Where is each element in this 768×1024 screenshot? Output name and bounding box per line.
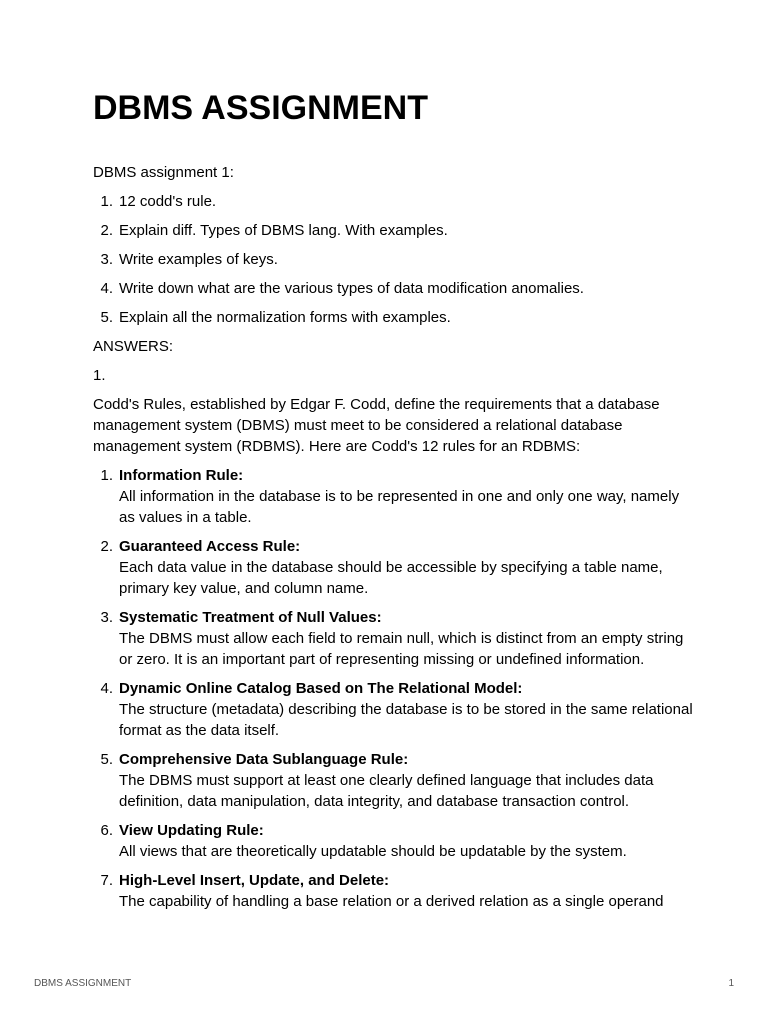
rule-number: 4. — [100, 680, 113, 697]
rule-title: Comprehensive Data Sublanguage Rule: — [119, 751, 409, 768]
answers-heading: ANSWERS: — [93, 338, 174, 355]
document-page — [93, 84, 693, 920]
footer-page-number: 1 — [728, 978, 734, 989]
list-number: 2. — [100, 222, 113, 239]
rule-description: All information in the database is to be represented in one and only one way, namely as values in a table. — [119, 488, 680, 526]
list-item — [93, 278, 693, 299]
list-item — [93, 249, 693, 270]
rules-list — [93, 465, 693, 912]
rule-title: Guaranteed Access Rule: — [119, 538, 301, 555]
list-item — [93, 191, 693, 212]
list-number: 5. — [100, 309, 113, 326]
list-text: Write examples of keys. — [119, 251, 278, 268]
document-title: DBMS ASSIGNMENT — [93, 89, 428, 127]
rule-number: 3. — [100, 609, 113, 626]
rule-title: Dynamic Online Catalog Based on The Relational Model: — [119, 680, 523, 697]
rule-title: Systematic Treatment of Null Values: — [119, 609, 382, 626]
rule-item — [93, 678, 693, 741]
rule-title: Information Rule: — [119, 467, 244, 484]
rule-item — [93, 820, 693, 862]
rule-item — [93, 536, 693, 599]
list-number: 4. — [100, 280, 113, 297]
rule-number: 2. — [100, 538, 113, 555]
list-text: Explain all the normalization forms with examples. — [119, 309, 451, 326]
list-text: Explain diff. Types of DBMS lang. With examples. — [119, 222, 448, 239]
answer-intro: Codd's Rules, established by Edgar F. Codd, define the requirements that a database management system (DBMS) must meet to be considered a relational database management system (RDBMS). Here are Codd's 12 rules for an RDBMS: — [93, 396, 660, 455]
rule-number: 7. — [100, 872, 113, 889]
list-number: 1. — [100, 193, 113, 210]
rule-number: 1. — [100, 467, 113, 484]
list-item — [93, 220, 693, 241]
list-number: 3. — [100, 251, 113, 268]
rule-title: High-Level Insert, Update, and Delete: — [119, 872, 390, 889]
list-text: Write down what are the various types of data modification anomalies. — [119, 280, 584, 297]
footer-document-name: DBMS ASSIGNMENT — [34, 978, 132, 989]
rule-item — [93, 465, 693, 528]
answer-number: 1. — [93, 367, 106, 384]
list-item — [93, 307, 693, 328]
rule-description: Each data value in the database should be accessible by specifying a table name, primary key value, and column name. — [119, 559, 663, 597]
rule-number: 6. — [100, 822, 113, 839]
rule-title: View Updating Rule: — [119, 822, 264, 839]
rule-description: The structure (metadata) describing the database is to be stored in the same relational format as the data itself. — [119, 701, 693, 739]
rule-description: The capability of handling a base relation or a derived relation as a single operand — [119, 893, 664, 910]
rule-description: All views that are theoretically updatable should be updatable by the system. — [119, 843, 627, 860]
rule-item — [93, 870, 693, 912]
rule-description: The DBMS must support at least one clearly defined language that includes data definition, data manipulation, data integrity, and database transaction control. — [119, 772, 654, 810]
rule-number: 5. — [100, 751, 113, 768]
intro-text: DBMS assignment 1: — [93, 164, 234, 181]
task-list — [93, 191, 693, 328]
rule-item — [93, 749, 693, 812]
rule-description: The DBMS must allow each field to remain null, which is distinct from an empty string or zero. It is an important part of representing missing or undefined information. — [119, 630, 684, 668]
rule-item — [93, 607, 693, 670]
list-text: 12 codd's rule. — [119, 193, 217, 210]
